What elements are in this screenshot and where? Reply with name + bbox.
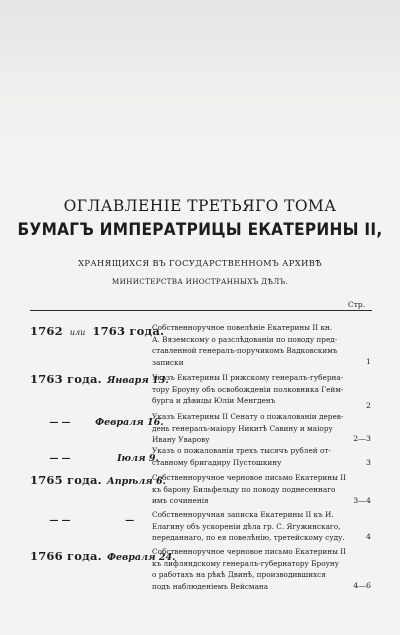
entry-line: Елагину объ ускореніи дѣла гр. С. Ягужинскаго, [152,521,341,531]
volume-title: БУМАГЪ ИМПЕРАТРИЦЫ ЕКАТЕРИНЫ II, [17,220,383,239]
entry-page-number: 3—4 [353,496,371,505]
entry-line: имъ сочиненія [152,496,209,506]
entry-year-alt: 1763 года. [92,324,165,338]
entry-date [30,320,164,339]
entry-date [30,368,169,387]
entry-day: Февраля 24. [106,552,176,563]
archive-subtitle: ХРАНЯЩИХСЯ ВЪ ГОСУДАРСТВЕННОМЪ АРХИВѢ [78,258,322,268]
entry-line: ставному бригадиру Пустошкину [152,457,282,467]
entry-line: къ барону Бильфельду по поводу поднесеннаго [152,484,336,494]
entry-line: бурга и дѣвицы Юліи Менгденъ [152,396,276,406]
entry-line: А. Вяземскому о разслѣдованіи по поводу пред- [152,334,338,344]
entry-page-number: 2 [366,401,371,410]
entry-date [30,508,134,527]
entry-line: Указъ Екатерины II рижскому генералъ-губерна- [152,373,344,382]
entry-page-number: 4 [366,532,371,541]
entry-page-number: 4—6 [353,581,371,590]
entry-line: Собственноручное черновое письмо Екатерины II [152,473,346,482]
entry-date [30,410,164,429]
entry-line: ставленной генералъ-поручикомъ Вадковскимъ [152,346,338,356]
entry-day: — [125,516,135,526]
entry-ditto: — — [49,454,71,464]
entry-year: 1762 [30,324,63,338]
header-rule [30,310,372,311]
entry-page-number: 1 [366,357,371,366]
entry-ditto: — — [49,418,71,428]
entry-line: подъ наблюденіемъ Вейсмана [152,581,269,591]
entry-line: Собственноручная записка Екатерины II къ И. [152,510,334,519]
page-column-header: Стр. [348,300,366,309]
entry-year: 1766 года. [30,549,102,563]
entry-day: Апрѣля 6. [106,476,166,487]
ministry-subtitle: МИНИСТЕРСТВА ИНОСТРАННЫХЪ ДѢЛЪ. [111,277,289,286]
entry-line: Ивану Уварову [152,435,210,445]
toc-title: ОГЛАВЛЕНІЕ ТРЕТЬЯГО ТОМА [63,197,337,215]
entry-line: Указъ Екатерины II Сенату о пожалованіи дерев- [152,412,344,421]
entry-line: Указъ о пожалованіи трехъ тысячъ рублей от- [152,446,331,455]
entry-date [30,446,159,465]
entry-line: о работахъ на рѣкѣ Двинѣ, производившихся [152,570,326,580]
entry-day: Января 13. [106,375,169,386]
entry-year-separator: или [69,328,86,337]
entry-line: записки [152,357,184,367]
entry-line: день генералъ-маіору Никитѣ Савину и маіору [152,423,333,433]
entry-year: 1765 года. [30,473,102,487]
entry-page-number: 2—3 [353,434,371,443]
entry-line: Собственноручное повелѣніе Екатерины II кн. [152,323,333,332]
entry-day: Февраля 16. [95,417,164,428]
entry-ditto: — — [49,516,71,526]
entry-page-number: 3 [366,458,371,467]
entry-line: переданнаго, по ея повелѣнію, третейскому суду. [152,533,345,543]
entry-year: 1763 года. [30,372,102,386]
entry-line: тору Броуну объ освобожденіи полковника Гейм- [152,384,344,394]
entry-line: Собственноручное черновое письмо Екатерины II [152,547,346,556]
entry-day: Іюля 9. [117,453,159,464]
entry-date [30,469,166,488]
entry-line: къ лифляндскому генералъ-губернатору Броуну [152,558,340,568]
